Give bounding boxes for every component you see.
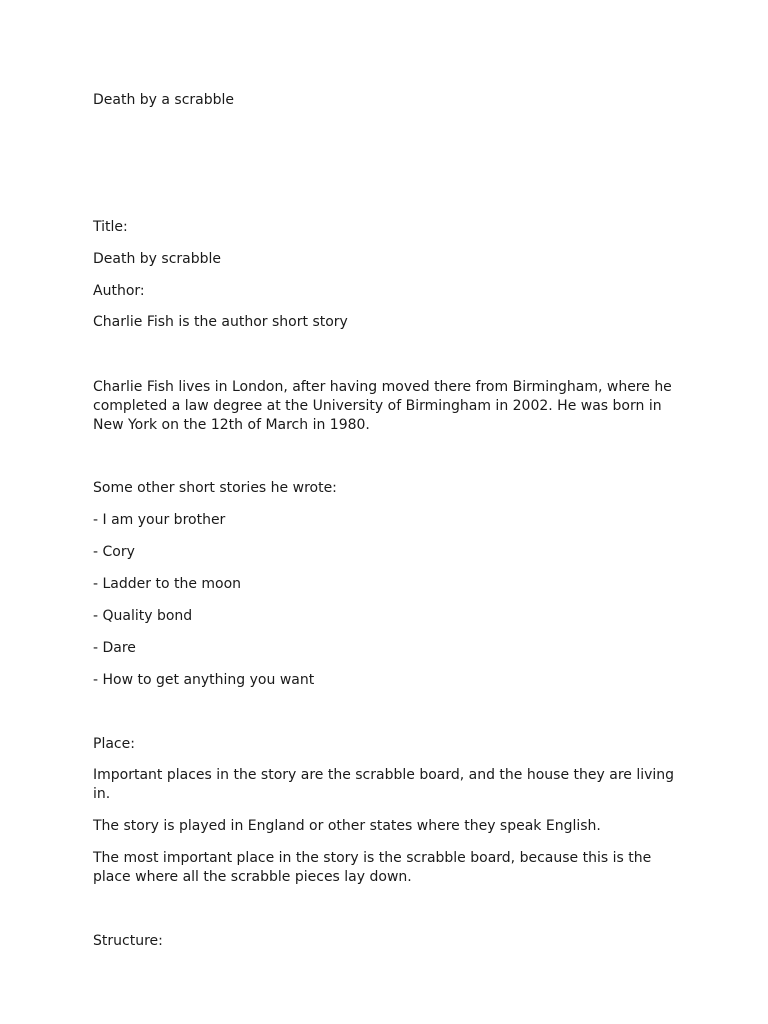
title-label: Title: (93, 219, 128, 235)
list-item: - Quality bond (93, 608, 193, 624)
place-label: Place: (93, 736, 135, 752)
list-item: - Dare (93, 640, 136, 656)
structure-label: Structure: (93, 933, 163, 949)
list-item: - Cory (93, 544, 135, 560)
title-value: Death by scrabble (93, 251, 222, 267)
author-bio: Charlie Fish lives in London, after having moved there from Birmingham, where he completed a law degree at the University of Birmingham in 2002. He was born in New York on the 12th of March in 1980. (93, 379, 672, 433)
list-item: - I am your brother (93, 512, 226, 528)
other-stories-label: Some other short stories he wrote: (93, 480, 337, 496)
document-heading: Death by a scrabble (93, 92, 235, 108)
place-paragraph: Important places in the story are the scrabble board, and the house they are living in. (93, 767, 675, 802)
place-paragraph: The most important place in the story is the scrabble board, because this is the place where all the scrabble pieces lay down. (93, 850, 652, 885)
list-item: - How to get anything you want (93, 672, 315, 688)
author-label: Author: (93, 283, 145, 299)
author-value: Charlie Fish is the author short story (93, 314, 348, 330)
place-paragraph: The story is played in England or other states where they speak English. (93, 818, 601, 834)
list-item: - Ladder to the moon (93, 576, 242, 592)
